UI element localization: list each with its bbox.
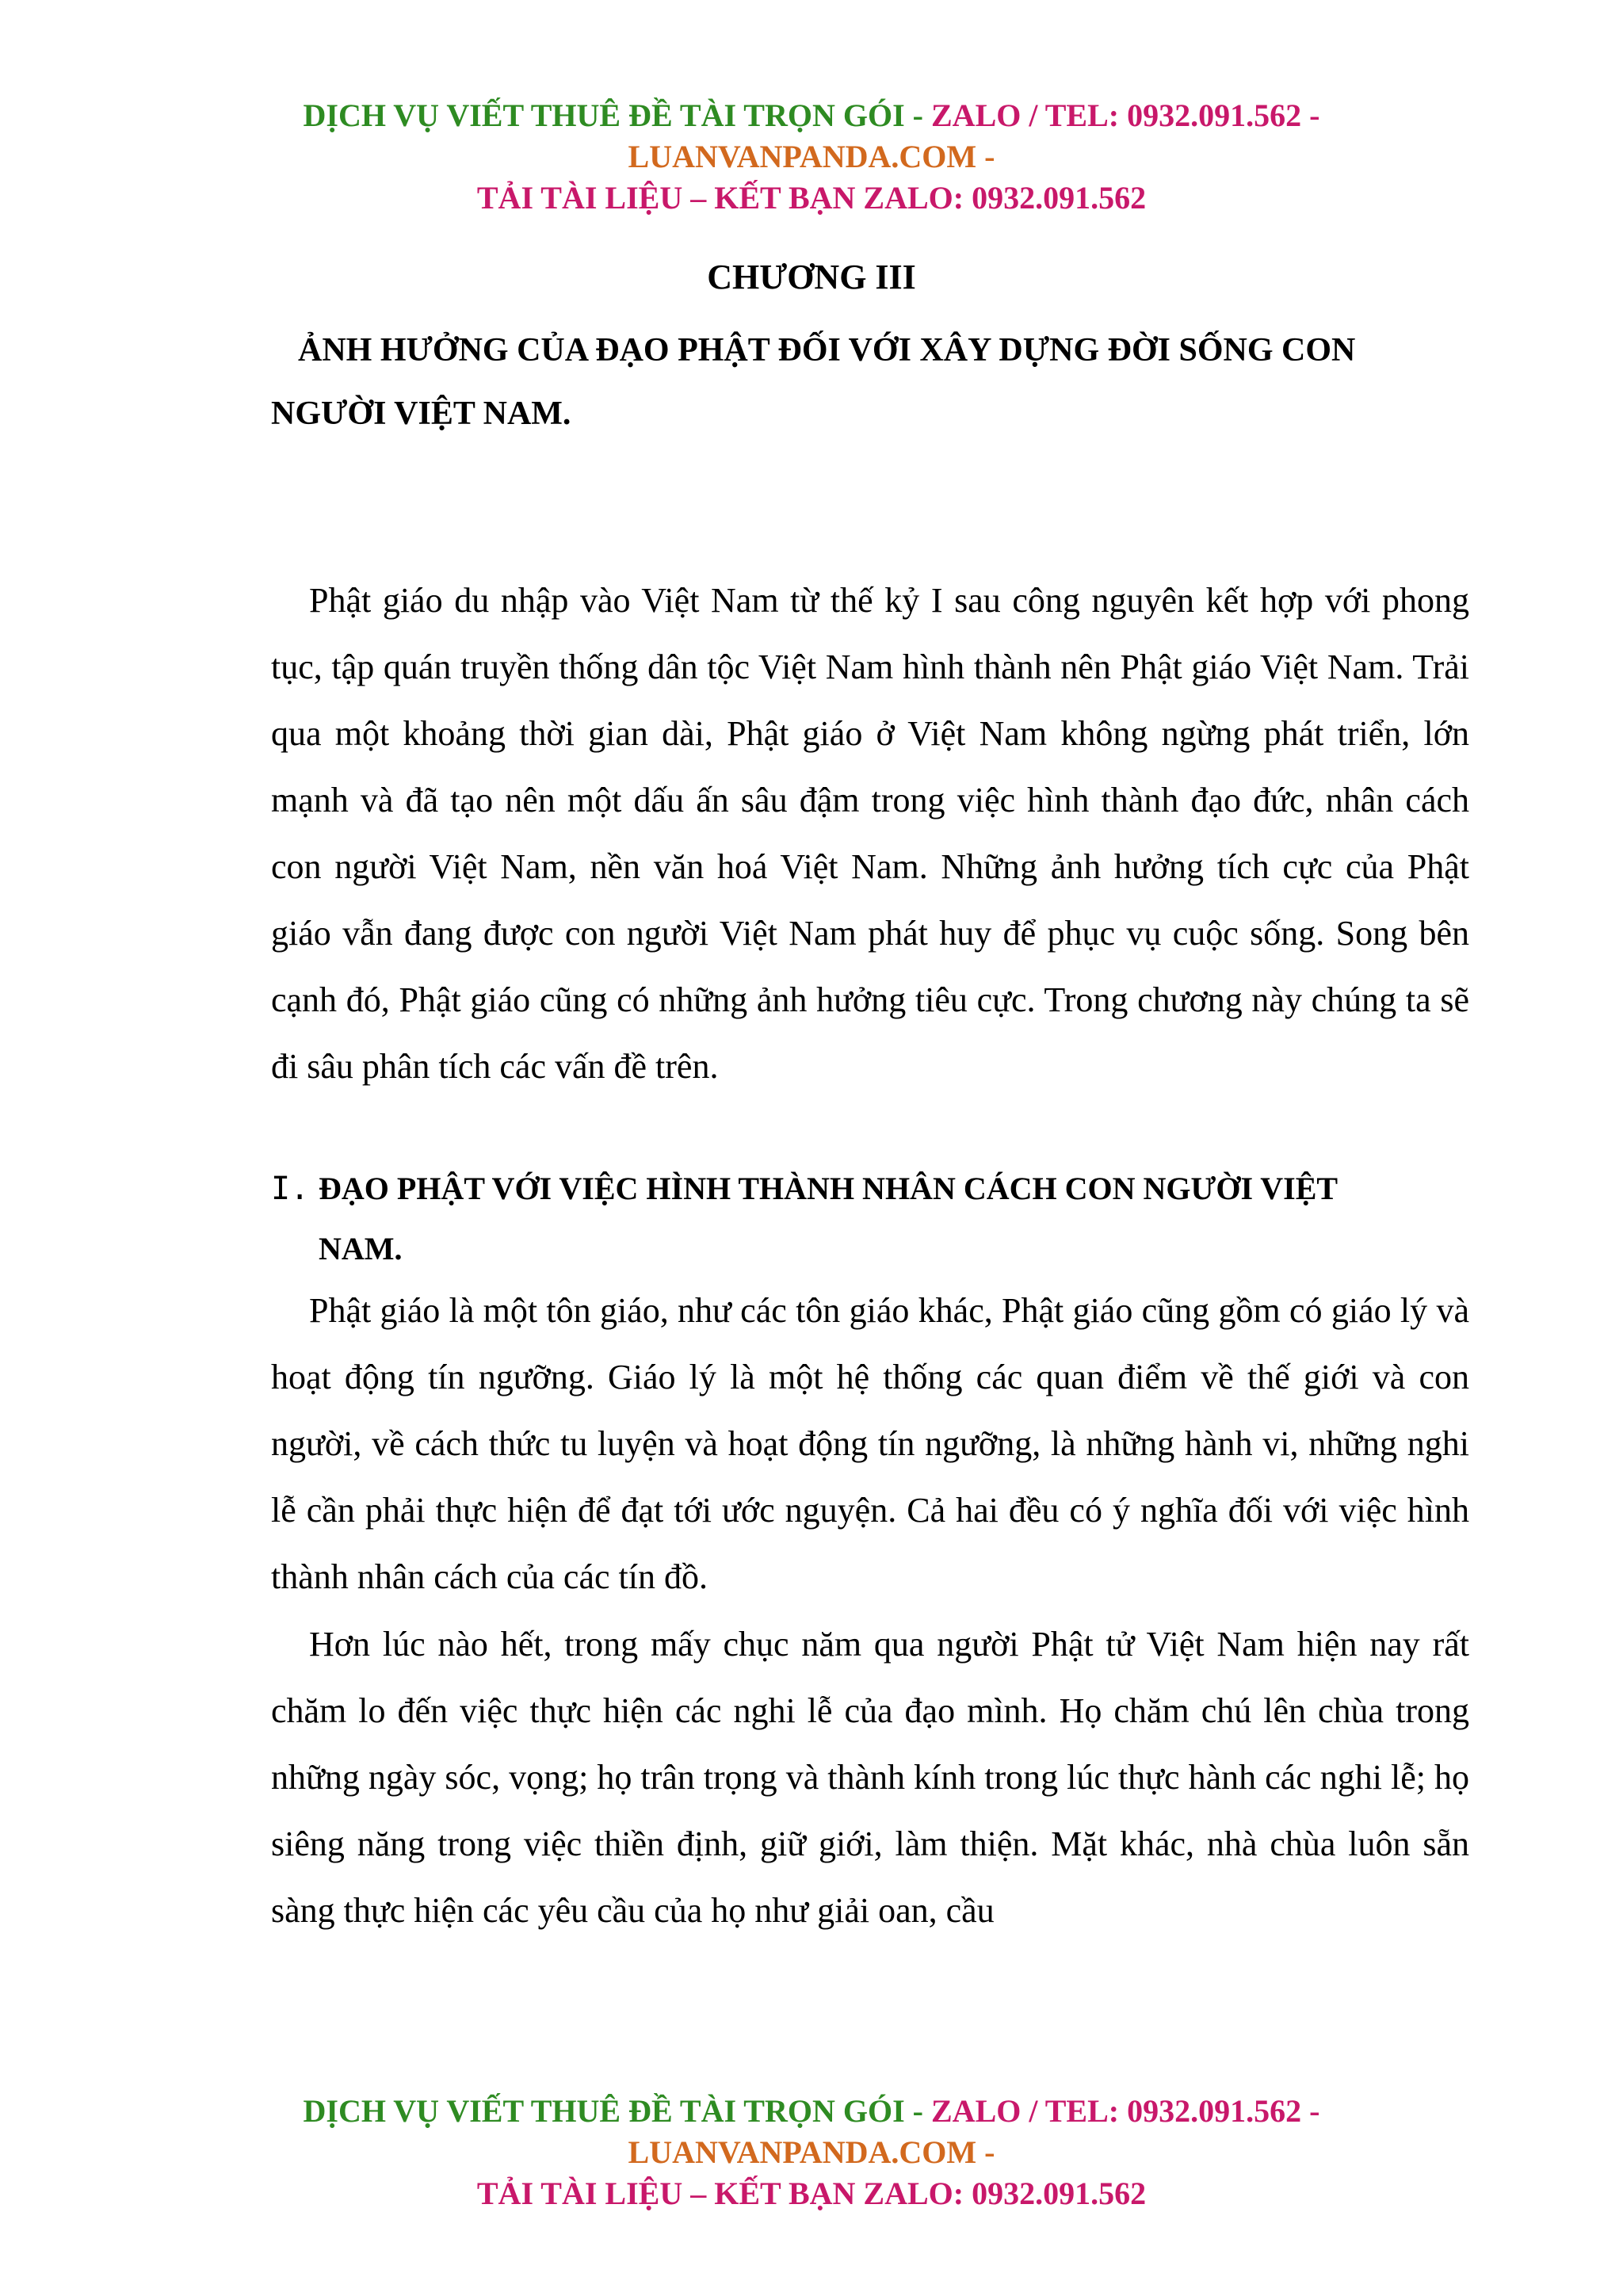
body-paragraph-3: Hơn lúc nào hết, trong mấy chục năm qua người Phật tử Việt Nam hiện nay rất chăm lo đến việc thực hiện các nghi lễ của đạo mình. Họ chăm chú lên chùa trong những ngày sóc, vọng; họ trân trọng và thành kính trong lúc thực hành các nghi lễ; họ siêng năng trong việc thiền định, giữ giới, làm thiện. Mặt khác, nhà chùa luôn sẵn sàng thực hiện các yêu cầu của họ như giải oan, cầu (271, 1625, 1469, 1930)
banner-service-text: DỊCH VỤ VIẾT THUÊ ĐỀ TÀI TRỌN GÓI - (303, 97, 931, 133)
chapter-number: CHƯƠNG III (707, 258, 916, 296)
header-banner (0, 95, 1623, 219)
footer-service-text: DỊCH VỤ VIẾT THUÊ ĐỀ TÀI TRỌN GÓI - (303, 2093, 931, 2129)
banner-website: LUANVANPANDA.COM - (628, 139, 995, 174)
banner-line-1 (0, 95, 1623, 136)
footer-banner-line-1 (0, 2091, 1623, 2132)
chapter-title-line-1: ẢNH HƯỞNG CỦA ĐẠO PHẬT ĐỐI VỚI XÂY DỰNG ĐỜI SỐNG CON (298, 332, 1356, 369)
body-paragraph-2: Phật giáo là một tôn giáo, như các tôn giáo khác, Phật giáo cũng gồm có giáo lý và hoạt động tín ngưỡng. Giáo lý là một hệ thống các quan điểm về thế giới và con người, về cách thức tu luyện và hoạt động tín ngưỡng, là những hành vi, những nghi lễ cần phải thực hiện để đạt tới ước nguyện. Cả hai đều có ý nghĩa đối với việc hình thành nhân cách của các tín đồ. (271, 1291, 1469, 1596)
footer-download-text: TẢI TÀI LIỆU – KẾT BẠN ZALO: 0932.091.562 (476, 2176, 1147, 2211)
banner-download-text: TẢI TÀI LIỆU – KẾT BẠN ZALO: 0932.091.562 (476, 180, 1147, 216)
section-numeral: I. (271, 1171, 310, 1207)
section-heading (271, 1159, 1469, 1279)
footer-banner (0, 2091, 1623, 2214)
footer-website: LUANVANPANDA.COM - (628, 2134, 995, 2170)
chapter-title (271, 319, 1469, 445)
footer-contact-text: ZALO / TEL: 0932.091.562 - (931, 2093, 1320, 2129)
intro-paragraph: Phật giáo du nhập vào Việt Nam từ thế kỷ I sau công nguyên kết hợp với phong tục, tập quán truyền thống dân tộc Việt Nam hình thành nên Phật giáo Việt Nam. Trải qua một khoảng thời gian dài, Phật giáo ở Việt Nam không ngừng phát triển, lớn mạnh và đã tạo nên một dấu ấn sâu đậm trong việc hình thành đạo đức, nhân cách con người Việt Nam, nền văn hoá Việt Nam. Những ảnh hưởng tích cực của Phật giáo vẫn đang được con người Việt Nam phát huy để phục vụ cuộc sống. Song bên cạnh đó, Phật giáo cũng có những ảnh hưởng tiêu cực. Trong chương này chúng ta sẽ đi sâu phân tích các vấn đề trên. (271, 581, 1469, 1086)
section-title-line-2: NAM. (319, 1231, 403, 1266)
banner-contact-text: ZALO / TEL: 0932.091.562 - (931, 97, 1320, 133)
chapter-title-line-2: NGƯỜI VIỆT NAM. (271, 395, 571, 432)
section-title-line-1: ĐẠO PHẬT VỚI VIỆC HÌNH THÀNH NHÂN CÁCH CON NGƯỜI VIỆT (319, 1171, 1338, 1206)
